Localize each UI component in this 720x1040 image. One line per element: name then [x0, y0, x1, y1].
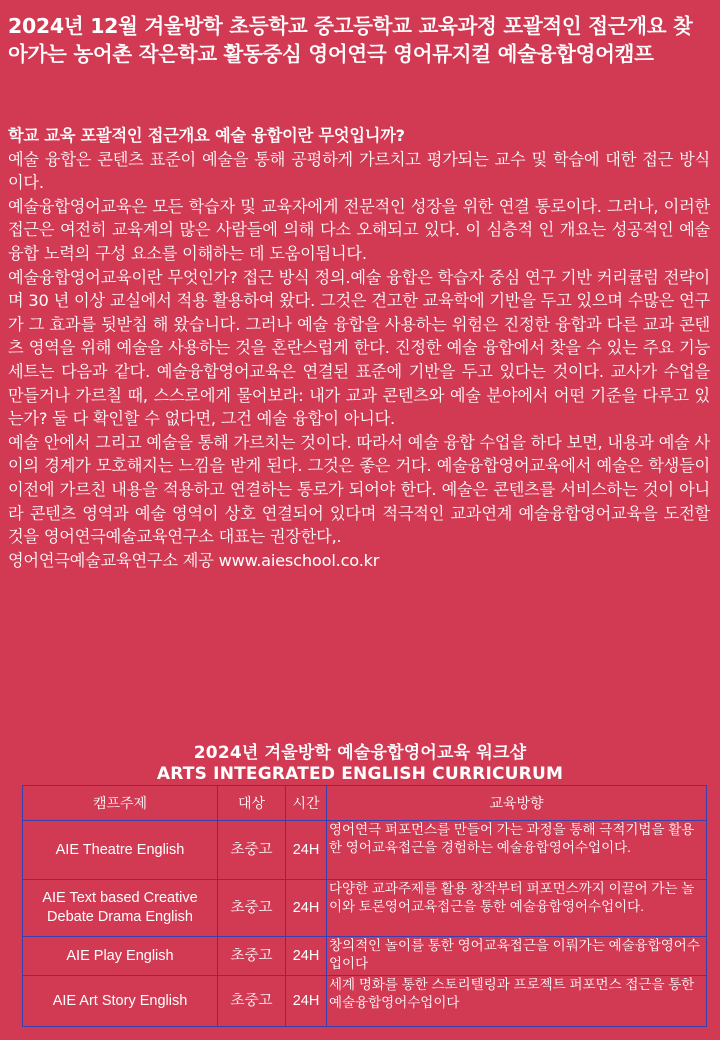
cell-target: 초중고 [218, 821, 286, 880]
article-paragraph: 예술융합영어교육은 모든 학습자 및 교육자에게 전문적인 성장을 위한 연결 통로이다. 그러나, 이러한 접근은 여전히 교육계의 많은 사람들에 의해 다소 오해되고 있다. 이 심층적 인 개요는 성공적인 예술 융합 노력의 구성 요소를 이해하는 데 도움이됩니다. [8, 196, 710, 263]
cell-direction: 영어연극 퍼포먼스를 만들어 가는 과정을 통해 극적기법을 활용한 영어교육접근을 경험하는 예술융합영어수업이다. [327, 821, 707, 880]
cell-direction: 세계 명화를 통한 스토리텔링과 프로젝트 퍼포먼스 접근을 통한 예술융합영어수업이다 [327, 976, 707, 1027]
workshop-subtitle: ARTS INTEGRATED ENGLISH CURRICURUM [156, 764, 564, 784]
table-row [23, 880, 707, 937]
cell-hours: 24H [286, 821, 327, 880]
cell-topic: AIE Play English [23, 937, 218, 976]
article-paragraph: 예술융합영어교육이란 무엇인가? 접근 방식 정의.예술 융합은 학습자 중심 연구 기반 커리큘럼 전략이며 30 년 이상 교실에서 적용 활용하여 왔다. 그것은 견고한 교육학에 기반을 두고 있으며 수많은 연구가 그 효과를 뒷받침 해 왔습니다. 그러나 예술 융합을 사용하는 위험은 진정한 융합과 다른 교과 콘텐츠 영역을 위해 예술을 사용하는 것을 혼란스럽게 한다. 진정한 예술 융합에서 찾을 수 있는 주요 기능 세트는 다음과 같다. 예술융합영어교육은 연결된 표준에 기반을 두고 있다는 것이다. 교사가 수업을 만들거나 가르칠 때, 스스로에게 물어보라: 내가 교과 콘텐츠와 예술 분야에서 어떤 기준을 다루고 있는가? 둘 다 확인할 수 없다면, 그건 예술 융합이 아니다. [8, 267, 710, 429]
cell-direction: 다양한 교과주제를 활용 창작부터 퍼포먼스까지 이끌어 가는 놀이와 토론영어교육접근을 통한 예술융합영어수업이다. [327, 880, 707, 937]
cell-topic: AIE Art Story English [23, 976, 218, 1027]
article-paragraph: 예술 안에서 그리고 예술을 통해 가르치는 것이다. 따라서 예술 융합 수업을 하다 보면, 내용과 예술 사이의 경계가 모호해지는 느낌을 받게 된다. 그것은 좋은 거다. 예술융합영어교육에서 예술은 학생들이 이전에 가르친 내용을 적용하고 연결하는 통로가 되어야 한다. 예술은 콘텐츠를 서비스하는 것이 아니라 콘텐츠 영역과 예술 영역이 상호 연결되어 있다며 적극적인 교과연계 예술융합영어교육을 도전할것을 영어연극예술교육연구소 대표는 권장한다,. [8, 432, 710, 547]
table-row [23, 821, 707, 880]
header-hours: 시간 [286, 786, 327, 821]
cell-hours: 24H [286, 976, 327, 1027]
cell-direction: 창의적인 놀이를 통한 영어교육접근을 이뤄가는 예술융합영어수업이다 [327, 937, 707, 976]
article-paragraph: 예술 융합은 콘텐츠 표준이 예술을 통해 공평하게 가르치고 평가되는 교수 및 학습에 대한 접근 방식이다. [8, 149, 710, 193]
cell-topic: AIE Text based Creative Debate Drama English [23, 880, 218, 937]
header-target: 대상 [218, 786, 286, 821]
cell-hours: 24H [286, 880, 327, 937]
table-row [23, 976, 707, 1027]
workshop-title: 2024년 겨울방학 예술융합영어교육 워크샵 [193, 743, 527, 763]
source-credit: 영어연극예술교육연구소 제공 www.aieschool.co.kr [8, 550, 380, 570]
article-body [8, 124, 710, 572]
table-row [23, 937, 707, 976]
cell-target: 초중고 [218, 880, 286, 937]
curriculum-table [22, 785, 707, 1027]
article-question: 학교 교육 포괄적인 접근개요 예술 융합이란 무엇입니까? [8, 126, 405, 145]
header-topic: 캠프주제 [23, 786, 218, 821]
cell-topic: AIE Theatre English [23, 821, 218, 880]
cell-target: 초중고 [218, 937, 286, 976]
table-header-row [23, 786, 707, 821]
header-direction: 교육방향 [327, 786, 707, 821]
page-title: 2024년 12월 겨울방학 초등학교 중고등학교 교육과정 포괄적인 접근개요 찾아가는 농어촌 작은학교 활동중심 영어연극 영어뮤지컬 예술융합영어캠프 [8, 14, 693, 66]
cell-hours: 24H [286, 937, 327, 976]
cell-target: 초중고 [218, 976, 286, 1027]
